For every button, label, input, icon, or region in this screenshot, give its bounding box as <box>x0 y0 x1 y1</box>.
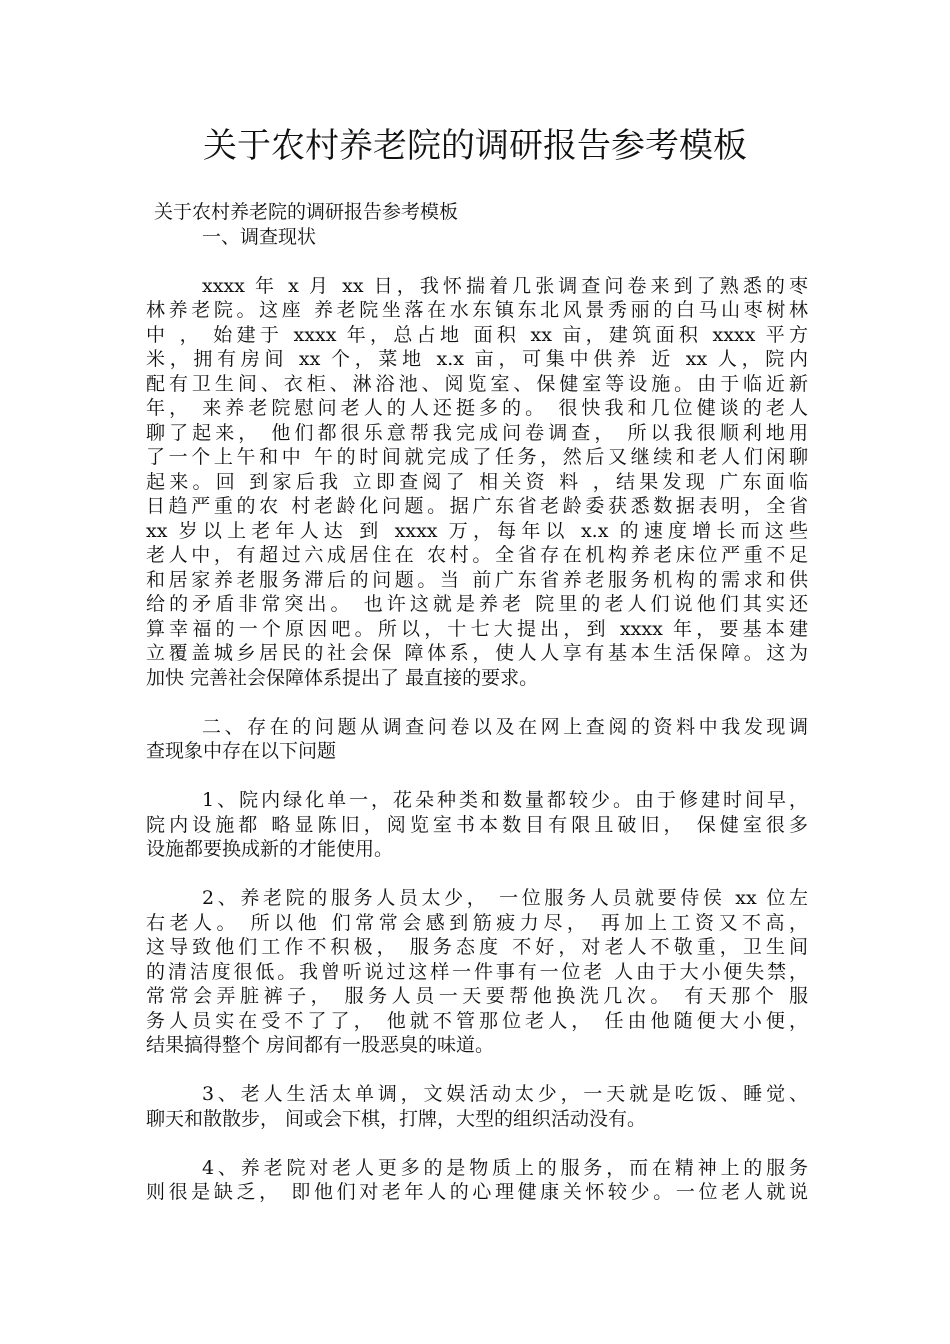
document-body <box>146 200 808 1205</box>
paragraph-line: 常常会弄脏裤子， 服务人员一天要帮他换洗几次。 有天那个 服 <box>146 985 808 1007</box>
paragraph-line: 右老人。 所以他 们常常会感到筋疲力尽， 再加上工资又不高， <box>146 911 808 934</box>
section-heading-survey-status: 一、调查现状 <box>202 225 317 248</box>
paragraph-problem-2 <box>146 886 808 1058</box>
paragraph-line: 4、养老院对老人更多的是物质上的服务，而在精神上的服务 <box>202 1156 808 1179</box>
paragraph-line: 聊了起来， 他们都很乐意帮我完成问卷调查， 所以我很顺利地用 <box>146 421 808 444</box>
paragraph-line: 查现象中存在以下问题 <box>146 740 337 762</box>
paragraph-line: 1、院内绿化单一，花朵种类和数量都较少。由于修建时间早， <box>202 789 808 811</box>
paragraph-line: 年， 来养老院慰问老人的人还挺多的。 很快我和几位健谈的老人 <box>146 397 808 419</box>
paragraph-line: 则很是缺乏， 即他们对老年人的心理健康关怀较少。一位老人就说 <box>146 1181 808 1203</box>
paragraph-line: 了一个上午和中 午的时间就完成了任务，然后又继续和老人们闲聊 <box>146 446 808 468</box>
paragraph-line: 2、养老院的服务人员太少， 一位服务人员就要侍侯 xx 位左 <box>202 887 808 909</box>
paragraph-line: 中 ， 始建于 xxxx 年，总占地 面积 xx 亩，建筑面积 xxxx 平方 <box>146 323 808 346</box>
paragraph-line: 给的矛盾非常突出。 也许这就是养老 院里的老人们说他们其实还 <box>146 593 808 615</box>
paragraph-line: 日趋严重的农 村老龄化问题。据广东省老龄委获悉数据表明，全省 <box>146 495 808 517</box>
paragraph-line: 院内设施都 略显陈旧，阅览室书本数目有限且破旧， 保健室很多 <box>146 813 808 836</box>
paragraph-line: 起来。回 到家后我 立即查阅了 相关资 料 ，结果发现 广东面临 <box>146 470 808 493</box>
paragraph-line: xx 岁以上老年人达 到 xxxx 万，每年以 x.x 的速度增长而这些 <box>146 519 808 542</box>
paragraph-line: 聊天和散散步， 间或会下棋，打牌，大型的组织活动没有。 <box>146 1107 647 1130</box>
paragraph-problem-3 <box>146 1082 808 1131</box>
paragraph-line: 二、存在的问题从调查问卷以及在网上查阅的资料中我发现调 <box>202 715 808 738</box>
paragraph-line: 的清洁度很低。我曾听说过这样一件事有一位老 人由于大小便失禁， <box>146 960 808 983</box>
paragraph-line: 米，拥有房间 xx 个，菜地 x.x 亩，可集中供养 近 xx 人，院内 <box>146 348 808 370</box>
paragraph-line: 这导致他们工作不积极， 服务态度 不好，对老人不敬重，卫生间 <box>146 936 808 958</box>
paragraph-line: 老人中，有超过六成居住在 农村。全省存在机构养老床位严重不足 <box>146 544 808 566</box>
document-title: 关于农村养老院的调研报告参考模板 <box>203 126 747 166</box>
paragraph-line: 结果搞得整个 房间都有一股恶臭的味道。 <box>146 1034 495 1056</box>
paragraph-line: 3、老人生活太单调，文娱活动太少，一天就是吃饭、睡觉、 <box>202 1083 808 1105</box>
paragraph-line: 加快 完善社会保障体系提出了 最直接的要求。 <box>146 666 539 689</box>
paragraph-line: 立覆盖城乡居民的社会保 障体系，使人人享有基本生活保障。这为 <box>146 642 808 664</box>
paragraph-problem-1 <box>146 788 808 862</box>
paragraph-line: 务人员实在受不了了， 他就不管那位老人， 任由他随便大小便， <box>146 1009 808 1032</box>
paragraph-line: 算幸福的一个原因吧。所以，十七大提出，到 xxxx 年，要基本建 <box>146 617 808 640</box>
paragraph-line: xxxx 年 x 月 xx 日，我怀揣着几张调查问卷来到了熟悉的枣 <box>202 274 808 297</box>
paragraph-problems-intro <box>146 715 808 764</box>
paragraph-line: 林养老院。这座 养老院坐落在水东镇东北风景秀丽的白马山枣树林 <box>146 299 808 321</box>
paragraph-line: 和居家养老服务滞后的问题。当 前广东省养老服务机构的需求和供 <box>146 568 808 591</box>
paragraph-problem-4 <box>146 1156 808 1205</box>
paragraph-line: 配有卫生间、衣柜、淋浴池、阅览室、保健室等设施。由于临近新 <box>146 372 808 395</box>
document-subtitle: 关于农村养老院的调研报告参考模板 <box>154 201 459 223</box>
paragraph-line: 设施都要换成新的才能使用。 <box>146 838 394 860</box>
paragraph-survey-status <box>146 274 808 691</box>
